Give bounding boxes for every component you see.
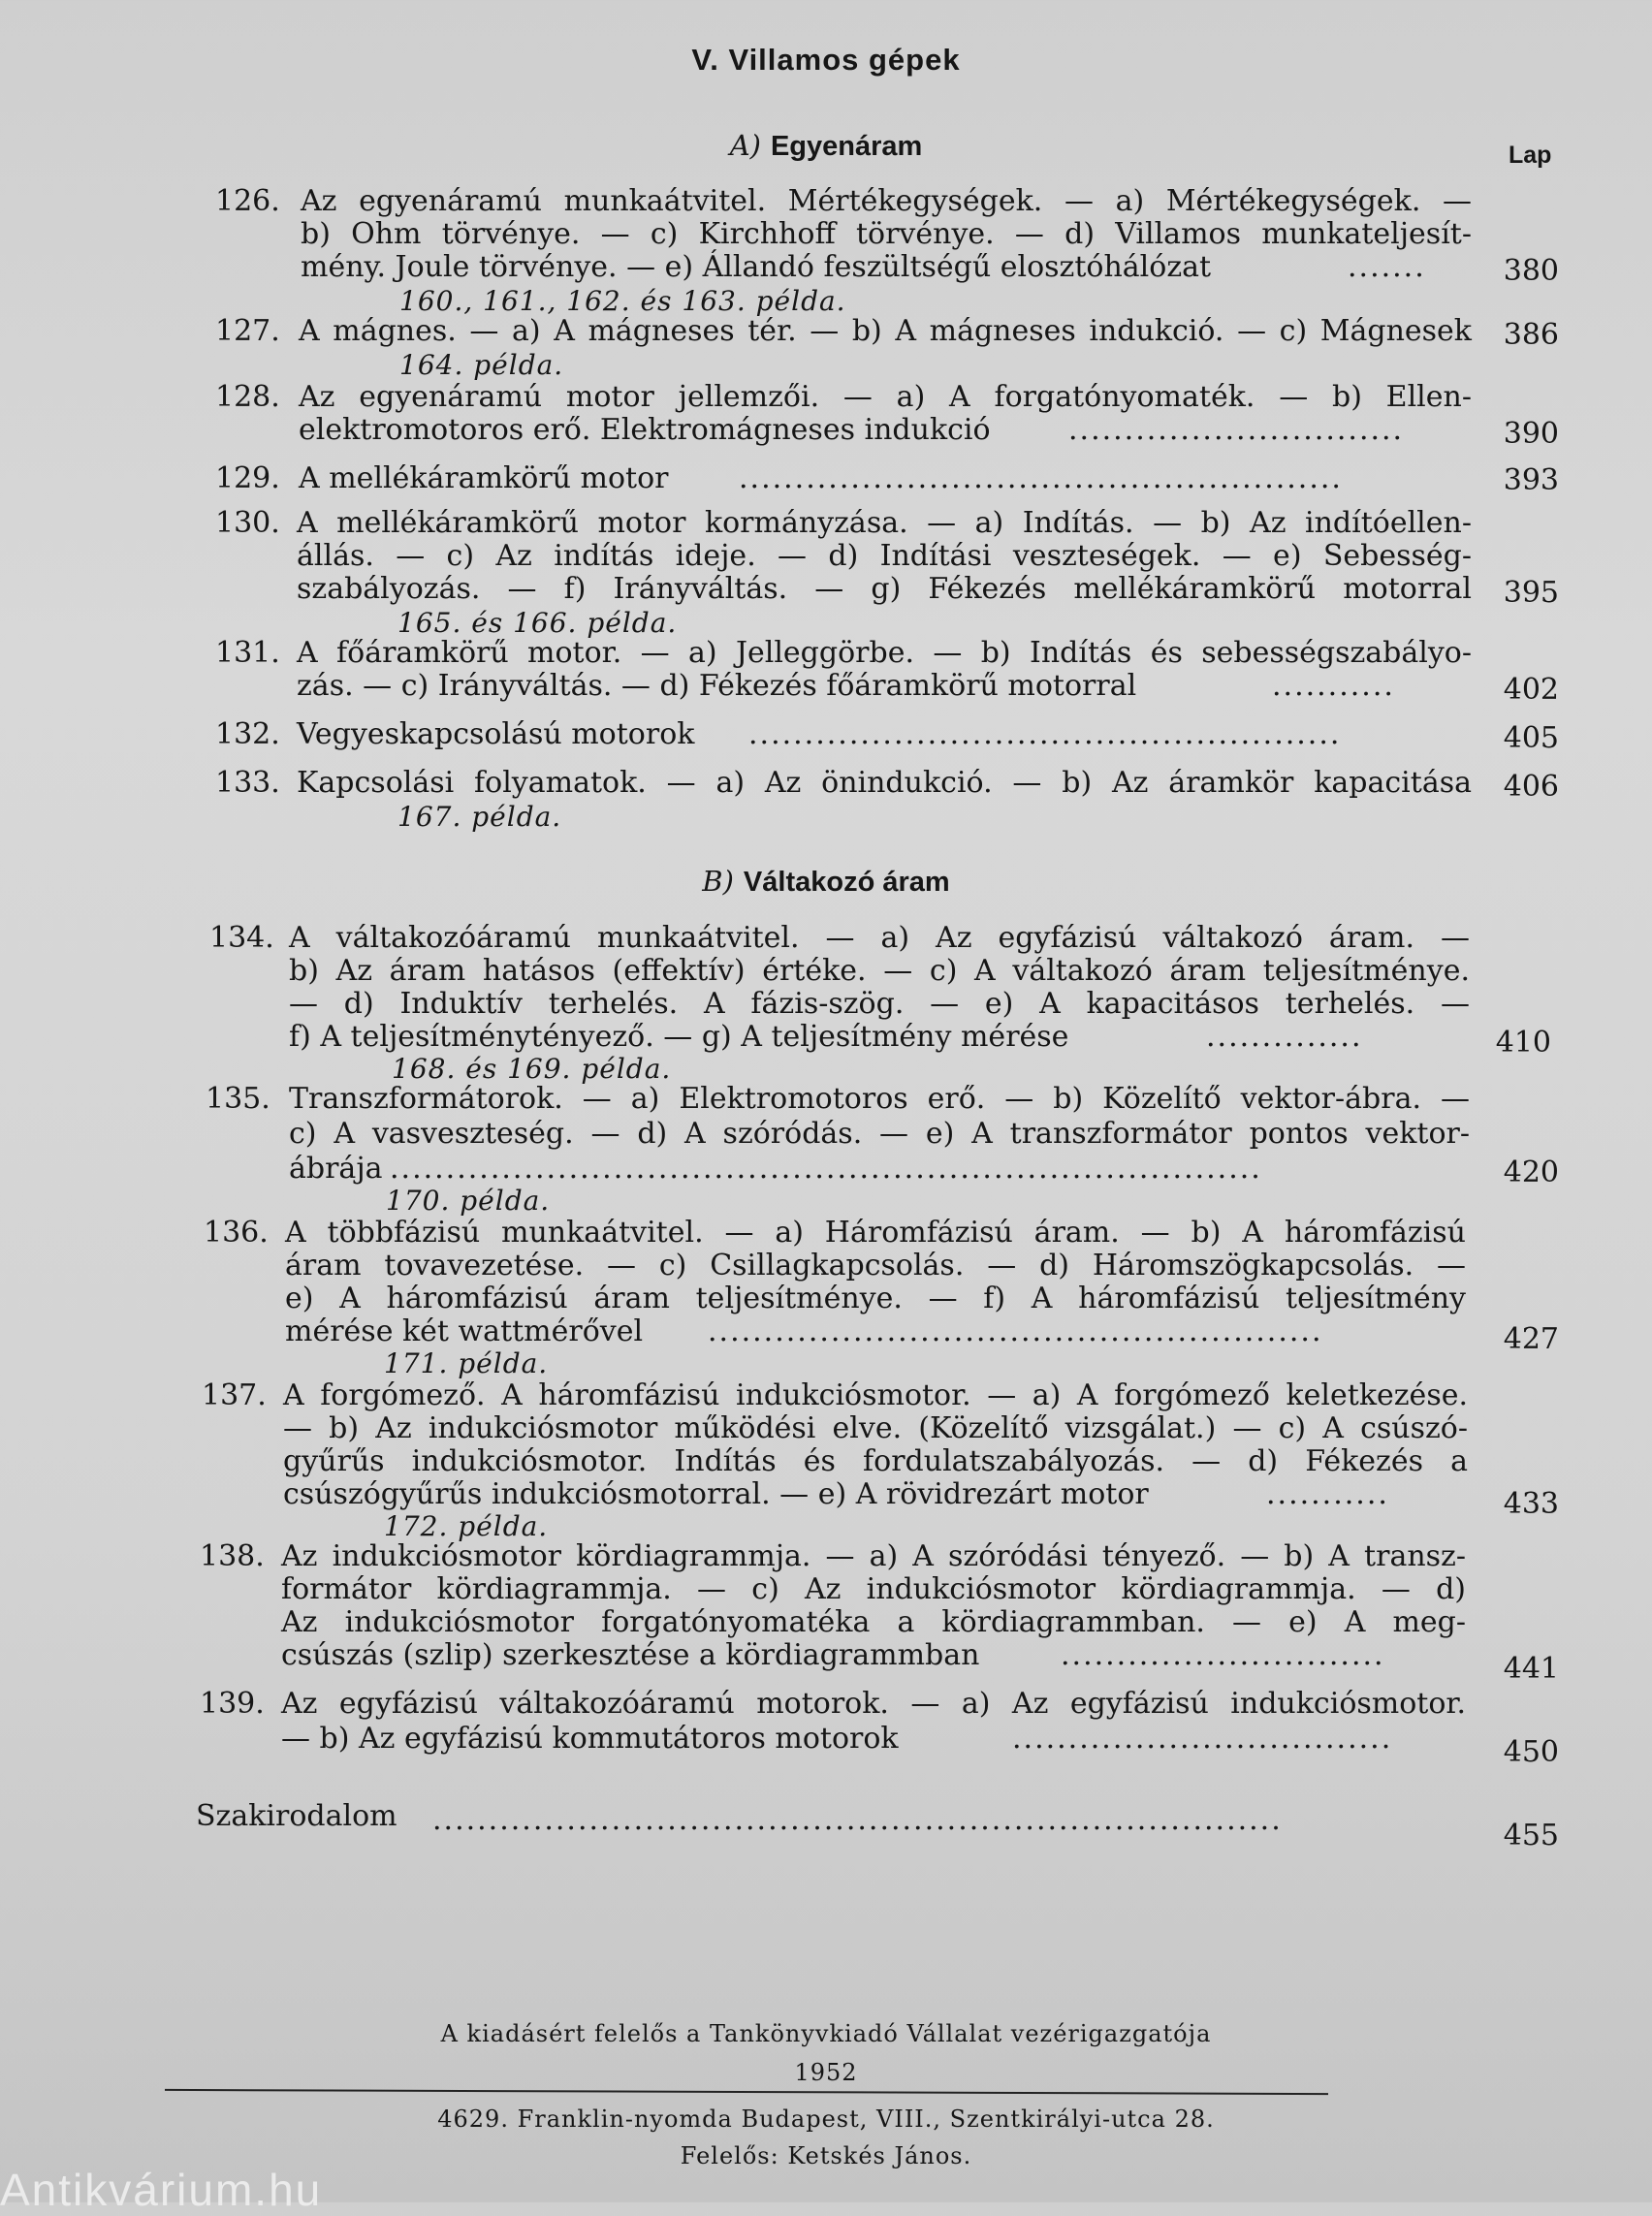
leader-dots: ........... xyxy=(1266,1477,1389,1511)
entry-number: 136. xyxy=(204,1216,269,1250)
page-number: 410 xyxy=(1495,1026,1551,1060)
leader-dots: .............. xyxy=(1206,1020,1363,1054)
entry-number: 138. xyxy=(200,1539,265,1573)
entry-line: ábrája xyxy=(289,1152,383,1186)
entry-line: A többfázisú munkaátvitel. — a) Háromfázisú áram. — b) A háromfázisú xyxy=(285,1216,1466,1250)
section-b-title: Váltakozó áram xyxy=(743,867,950,898)
leader-dots: .................................. xyxy=(1012,1722,1393,1756)
entry-line: A váltakozóáramú munkaátvitel. — a) Az egyfázisú váltakozó áram. — xyxy=(289,921,1470,955)
entry-line: gyűrűs indukciósmotor. Indítás és fordulatszabályozás. — d) Fékezés a xyxy=(283,1444,1468,1478)
page-column-label: Lap xyxy=(1509,142,1552,169)
section-a-heading xyxy=(0,129,1652,163)
entry-line: A mellékáramkörű motor kormányzása. — a) Indítás. — b) Az indítóellen- xyxy=(297,506,1472,540)
entry-number: 130. xyxy=(215,506,280,540)
leader-dots: .............................................................................. xyxy=(390,1152,1262,1186)
leader-dots: ..................................................... xyxy=(748,717,1342,751)
section-a-title: Egyenáram xyxy=(770,131,923,162)
page-number: 455 xyxy=(1503,1819,1559,1852)
responsible-person-line: Felelős: Ketskés János. xyxy=(680,2142,972,2169)
examples-line: 170. példa. xyxy=(386,1185,551,1217)
entry-line: e) A háromfázisú áram teljesítménye. — f) A háromfázisú teljesítmény xyxy=(285,1282,1466,1315)
leader-dots: ....................................................... xyxy=(708,1314,1323,1348)
entry-line: Az egyenáramú munkaátvitel. Mértékegységek. — a) Mértékegységek. — xyxy=(301,184,1472,218)
entry-line: b) Ohm törvénye. — c) Kirchhoff törvénye. — d) Villamos munkateljesít- xyxy=(301,217,1472,251)
page-number: 420 xyxy=(1503,1155,1559,1189)
entry-line: csúszás (szlip) szerkesztése a kördiagrammban xyxy=(281,1638,980,1672)
examples-line: 171. példa. xyxy=(384,1347,549,1379)
page-number: 380 xyxy=(1503,254,1559,288)
entry-number: 132. xyxy=(215,717,280,751)
entry-line: mény. Joule törvénye. — e) Állandó feszültségű elosztóhálózat xyxy=(301,250,1212,284)
leader-dots: ............................. xyxy=(1061,1638,1385,1672)
entry-line: mérése két wattmérővel xyxy=(285,1314,644,1348)
entry-line: áram tovavezetése. — c) Csillagkapcsolás. — d) Háromszögkapcsolás. — xyxy=(285,1249,1466,1282)
page-number: 402 xyxy=(1503,673,1559,707)
entry-number: 137. xyxy=(202,1378,267,1412)
entry-line: szabályozás. — f) Irányváltás. — g) Fékezés mellékáramkörű motorral xyxy=(297,572,1472,606)
watermark: Antikvárium.hu xyxy=(0,2165,323,2215)
entry-line: csúszógyűrűs indukciósmotorral. — e) A rövidrezárt motor xyxy=(283,1477,1149,1511)
entry-line: formátor kördiagrammja. — c) Az indukciósmotor kördiagrammja. — d) xyxy=(281,1572,1466,1606)
page-number: 427 xyxy=(1503,1322,1559,1356)
entry-line: A mellékáramkörű motor xyxy=(299,461,669,495)
page-number: 393 xyxy=(1503,463,1559,497)
leader-dots: .............................. xyxy=(1068,413,1405,447)
leader-dots: ............................................................................ xyxy=(432,1803,1283,1837)
entry-line: — b) Az egyfázisú kommutátoros motorok xyxy=(281,1722,899,1756)
entry-line: c) A vasveszteség. — d) A szóródás. — e) A transzformátor pontos vektor- xyxy=(289,1117,1470,1151)
publisher-line: A kiadásért felelős a Tankönyvkiadó Vállalat vezérigazgatója xyxy=(440,2020,1212,2047)
entry-line: A mágnes. — a) A mágneses tér. — b) A mágneses indukció. — c) Mágnesek xyxy=(299,314,1472,348)
page-number: 386 xyxy=(1503,318,1559,352)
entry-line: A főáramkörű motor. — a) Jelleggörbe. — b) Indítás és sebességszabályo- xyxy=(297,636,1472,670)
entry-line: Az egyfázisú váltakozóáramú motorok. — a) Az egyfázisú indukciósmotor. xyxy=(281,1687,1466,1721)
entry-number: 134. xyxy=(209,921,274,955)
entry-line: — b) Az indukciósmotor működési elve. (Közelítő vizsgálat.) — c) A csúszó- xyxy=(283,1411,1468,1445)
examples-line: 160., 161., 162. és 163. példa. xyxy=(399,285,846,317)
leader-dots: ....... xyxy=(1348,250,1426,284)
page-number: 406 xyxy=(1503,770,1559,804)
chapter-title: V. Villamos gépek xyxy=(691,43,961,77)
entry-line: Az egyenáramú motor jellemzői. — a) A forgatónyomaték. — b) Ellen- xyxy=(299,380,1472,414)
entry-number: 139. xyxy=(200,1687,265,1721)
leader-dots: ...................................................... xyxy=(739,461,1343,495)
examples-line: 167. példa. xyxy=(397,801,562,833)
entry-line: A forgómező. A háromfázisú indukciósmotor. — a) A forgómező keletkezése. xyxy=(283,1378,1468,1412)
entry-number: 135. xyxy=(206,1082,270,1116)
entry-number: 133. xyxy=(215,766,280,800)
publication-year: 1952 xyxy=(794,2059,858,2086)
entry-line: Az indukciósmotor forgatónyomatéka a kördiagrammban. — e) A meg- xyxy=(281,1605,1466,1639)
entry-number: 127. xyxy=(215,314,280,348)
entry-number: 128. xyxy=(215,380,280,414)
entry-number: 126. xyxy=(215,184,280,218)
entry-number: 131. xyxy=(215,636,280,670)
section-b-heading xyxy=(0,865,1652,899)
examples-line: 172. példa. xyxy=(384,1510,549,1542)
page-number: 433 xyxy=(1503,1487,1559,1521)
entry-line: Transzformátorok. — a) Elektromotoros erő. — b) Közelítő vektor-ábra. — xyxy=(289,1082,1470,1116)
literature-label: Szakirodalom xyxy=(196,1799,397,1833)
entry-line: állás. — c) Az indítás ideje. — d) Indítási veszteségek. — e) Sebesség- xyxy=(297,539,1472,573)
page-number: 395 xyxy=(1503,576,1559,610)
section-b-letter: B) xyxy=(702,865,734,898)
page-number: 390 xyxy=(1503,417,1559,451)
footer-divider xyxy=(165,2089,1328,2095)
leader-dots: ........... xyxy=(1272,669,1395,703)
entry-line: b) Az áram hatásos (effektív) értéke. — c) A váltakozó áram teljesítménye. xyxy=(289,954,1470,988)
entry-line: Az indukciósmotor kördiagrammja. — a) A szóródási tényező. — b) A transz- xyxy=(281,1539,1466,1573)
entry-line: f) A teljesítménytényező. — g) A teljesítmény mérése xyxy=(289,1020,1069,1054)
entry-line: Kapcsolási folyamatok. — a) Az önindukció. — b) Az áramkör kapacitása xyxy=(297,766,1472,800)
entry-number: 129. xyxy=(215,461,280,495)
entry-line: zás. — c) Irányváltás. — d) Fékezés főáramkörű motorral xyxy=(297,669,1137,703)
examples-line: 168. és 169. példa. xyxy=(392,1053,672,1085)
examples-line: 164. példa. xyxy=(399,349,564,381)
entry-line: elektromotoros erő. Elektromágneses indukció xyxy=(299,413,991,447)
page-number: 441 xyxy=(1503,1652,1559,1686)
entry-line: Vegyeskapcsolású motorok xyxy=(297,717,695,751)
page-number: 405 xyxy=(1503,721,1559,755)
entry-line: — d) Induktív terhelés. A fázis-szög. — e) A kapacitásos terhelés. — xyxy=(289,987,1470,1021)
section-a-letter: A) xyxy=(729,129,761,162)
page-number: 450 xyxy=(1503,1735,1559,1769)
printer-line: 4629. Franklin-nyomda Budapest, VIII., Szentkirályi-utca 28. xyxy=(437,2105,1215,2133)
examples-line: 165. és 166. példa. xyxy=(397,607,678,639)
